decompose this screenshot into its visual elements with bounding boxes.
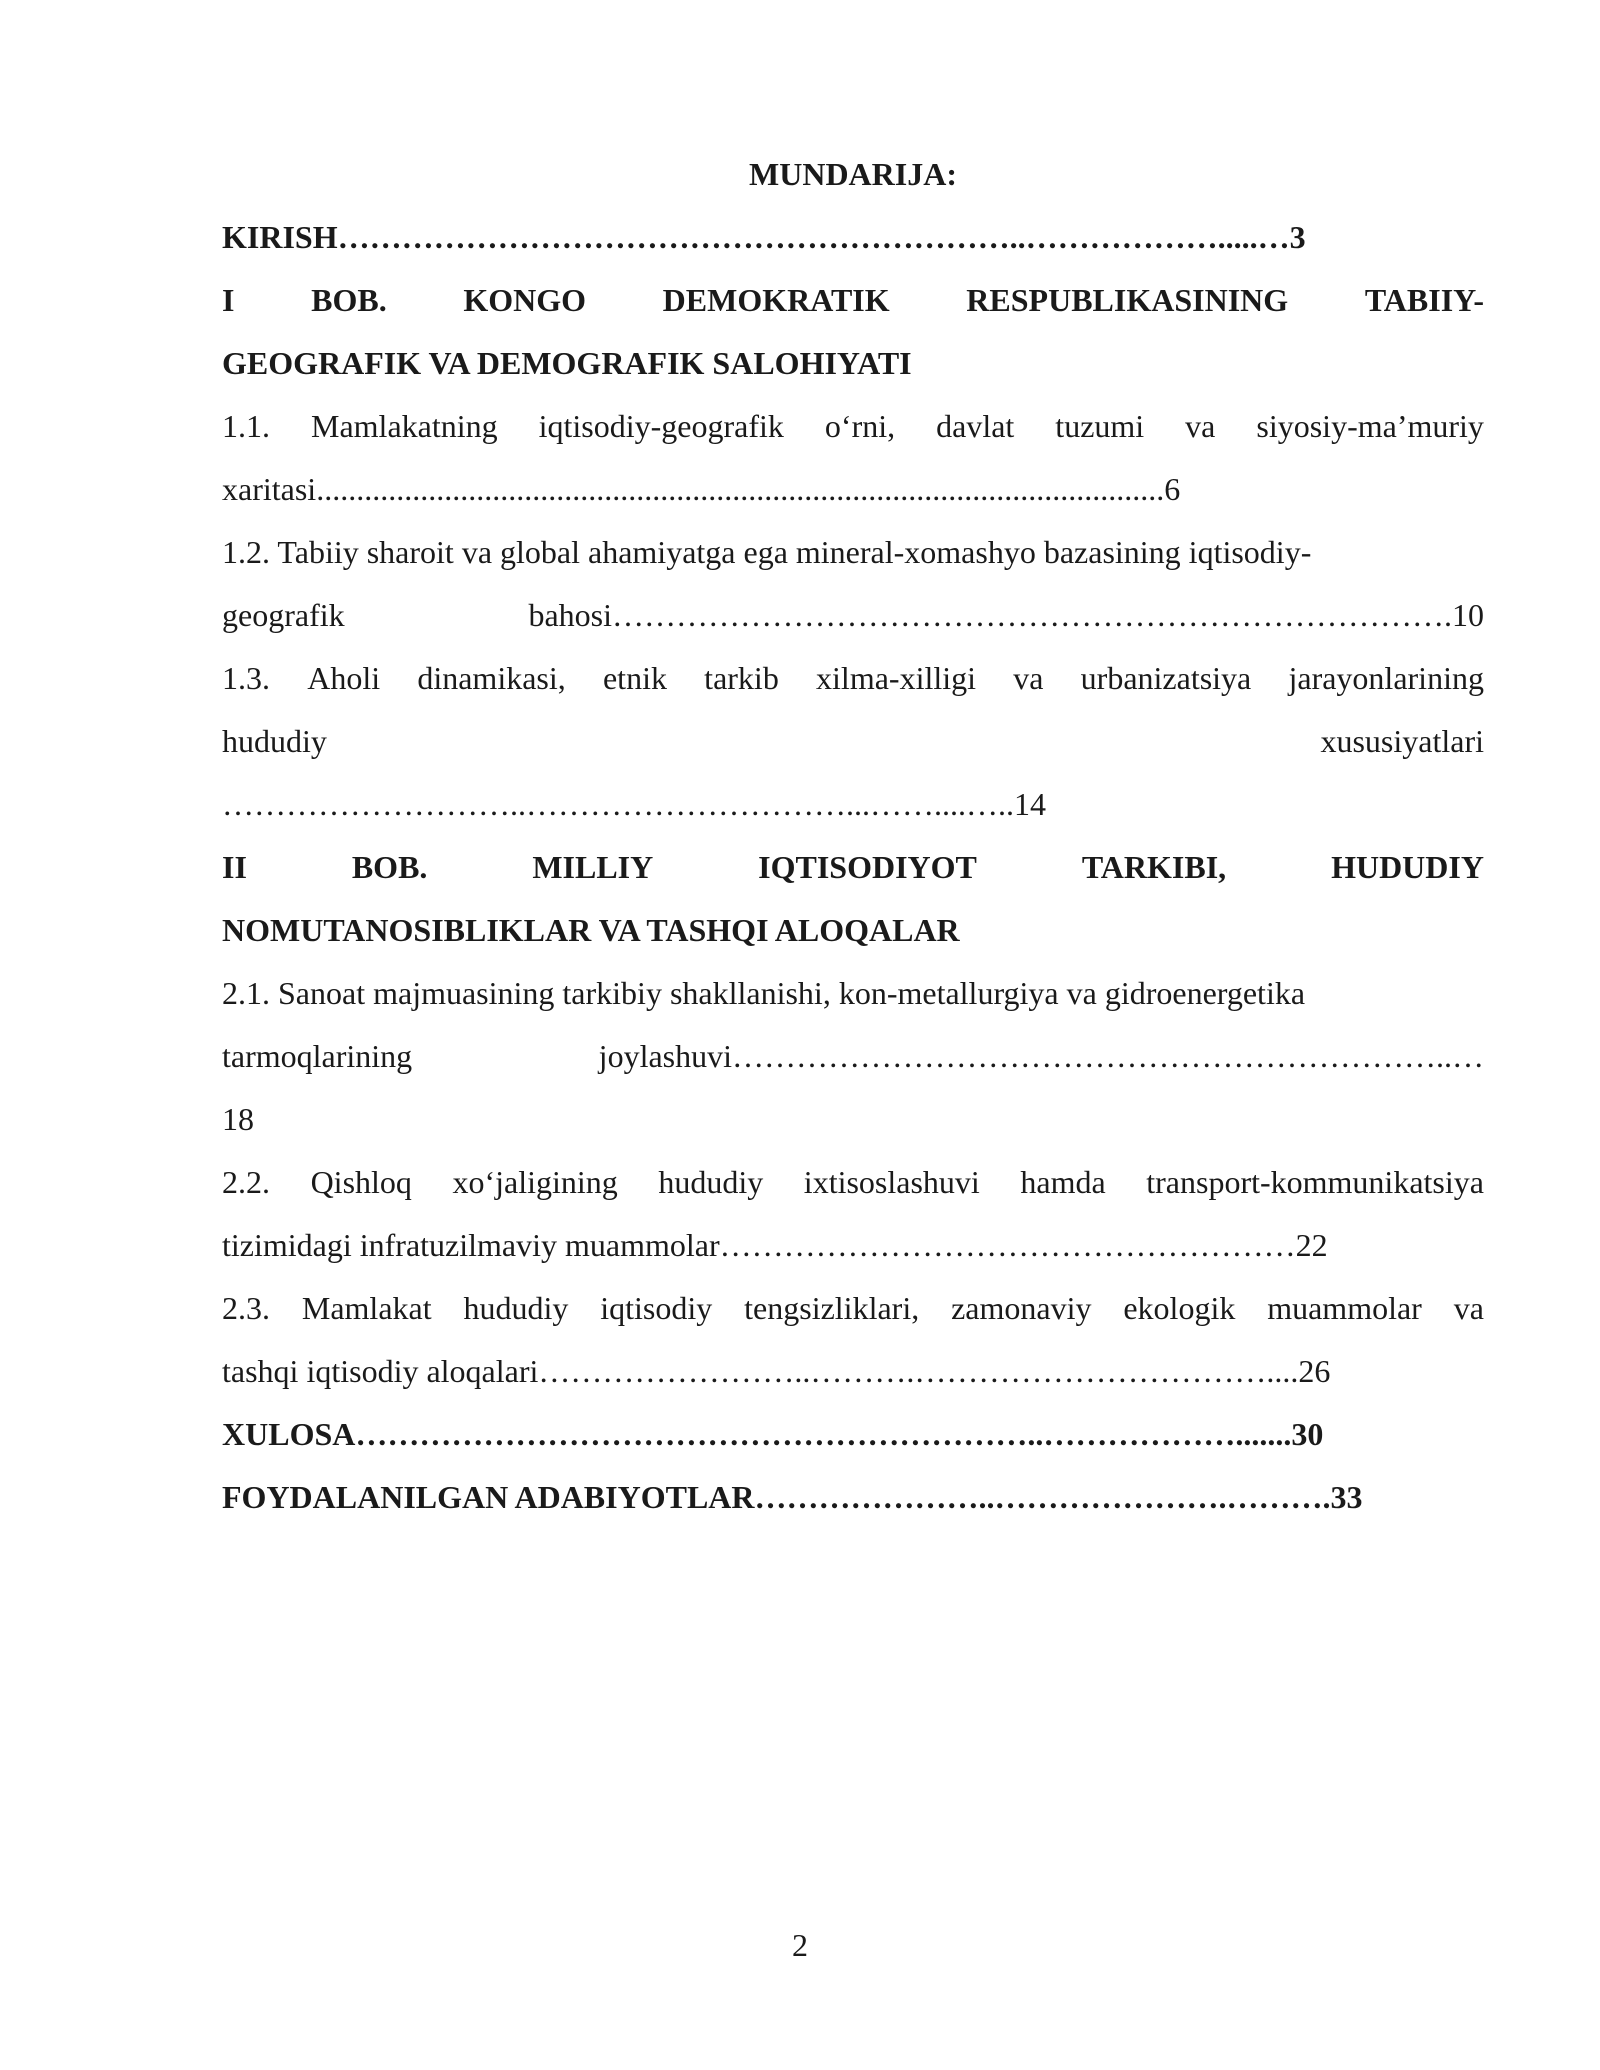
toc-word: KONGO — [463, 282, 587, 318]
toc-word: II — [222, 849, 247, 885]
toc-word: RESPUBLIKASINING — [966, 282, 1289, 318]
toc-word: tarmoqlarining — [222, 1038, 413, 1074]
toc-word: urbanizatsiya — [1080, 660, 1252, 696]
toc-word: 1.1. — [222, 408, 270, 444]
toc-word: hamda — [1020, 1164, 1106, 1200]
toc-word: HUDUDIY — [1331, 849, 1484, 885]
toc-entry-line: GEOGRAFIK VA DEMOGRAFIK SALOHIYATI — [222, 345, 912, 381]
toc-word: muammolar — [1267, 1290, 1422, 1326]
toc-word: 1.3. — [222, 660, 270, 696]
toc-word: va — [1185, 408, 1216, 444]
toc-page — [222, 143, 1484, 1529]
toc-entry-section-1-3[interactable] — [222, 647, 1484, 836]
toc-word: o‘rni, — [824, 408, 896, 444]
toc-word: xilma-xilligi — [816, 660, 977, 696]
toc-entry-line — [222, 710, 1484, 773]
toc-word: IQTISODIYOT — [758, 849, 977, 885]
toc-entry-line: tashqi iqtisodiy aloqalari……………………..……….……………………………....26 — [222, 1353, 1331, 1389]
toc-entry-line: KIRISH………………………………………………………..……………….....…3 — [222, 219, 1306, 255]
toc-word: BOB. — [311, 282, 387, 318]
toc-entry-line: xaritasi..........................................................................................................6 — [222, 471, 1181, 507]
toc-word: I — [222, 282, 235, 318]
toc-word: siyosiy-ma’muriy — [1256, 408, 1484, 444]
toc-entry-kirish[interactable] — [222, 206, 1484, 269]
toc-word: hududiy — [463, 1290, 569, 1326]
toc-word: iqtisodiy — [600, 1290, 713, 1326]
toc-word: va — [1453, 1290, 1484, 1326]
toc-word: iqtisodiy-geografik — [538, 408, 784, 444]
toc-entry-line — [222, 584, 1484, 647]
toc-word: hududiy — [222, 723, 327, 759]
toc-word: BOB. — [351, 849, 428, 885]
toc-word: ixtisoslashuvi — [803, 1164, 980, 1200]
toc-entry-line — [222, 647, 1484, 710]
toc-word: zamonaviy — [951, 1290, 1092, 1326]
toc-entry-line — [222, 395, 1484, 458]
toc-word: tengsizliklari, — [744, 1290, 920, 1326]
toc-word: xususiyatlari — [1320, 723, 1484, 759]
toc-entry-line — [222, 1151, 1484, 1214]
toc-word: dinamikasi, — [417, 660, 566, 696]
toc-entry-xulosa[interactable] — [222, 1403, 1484, 1466]
toc-entry-line — [222, 836, 1484, 899]
toc-word: DEMOKRATIK — [662, 282, 890, 318]
toc-word: TABIIY- — [1364, 282, 1484, 318]
page-number: 2 — [792, 1927, 808, 1963]
toc-word: tuzumi — [1055, 408, 1145, 444]
toc-word: MILLIY — [532, 849, 654, 885]
toc-title: MUNDARIJA: — [749, 156, 957, 192]
toc-word: ekologik — [1123, 1290, 1236, 1326]
toc-word: Aholi — [307, 660, 381, 696]
toc-entry-section-2-2[interactable] — [222, 1151, 1484, 1277]
toc-entry-line: 1.2. Tabiiy sharoit va global ahamiyatga ega mineral-xomashyo bazasining iqtisodiy- — [222, 534, 1312, 570]
toc-entry-line: ………………………..…………………………...……....…..14 — [222, 786, 1046, 822]
toc-word: joylashuvi…………………………………………………………..… — [598, 1038, 1484, 1074]
toc-word: xo‘jaligining — [452, 1164, 618, 1200]
toc-entry-section-1-1[interactable] — [222, 395, 1484, 521]
toc-entry-line — [222, 1025, 1484, 1088]
toc-entry-line: tizimidagi infratuzilmaviy muammolar………………………………………………22 — [222, 1227, 1328, 1263]
toc-entry-line — [222, 1277, 1484, 1340]
toc-word: va — [1013, 660, 1044, 696]
toc-word: tarkib — [704, 660, 779, 696]
toc-entry-chapter-2[interactable] — [222, 836, 1484, 962]
toc-word: Qishloq — [310, 1164, 412, 1200]
toc-entry-line: 2.1. Sanoat majmuasining tarkibiy shakllanishi, kon-metallurgiya va gidroenergetika — [222, 975, 1306, 1011]
toc-entry-section-2-1[interactable] — [222, 962, 1484, 1151]
toc-entry-section-2-3[interactable] — [222, 1277, 1484, 1403]
toc-word: transport-kommunikatsiya — [1146, 1164, 1484, 1200]
toc-entry-line: NOMUTANOSIBLIKLAR VA TASHQI ALOQALAR — [222, 912, 960, 948]
toc-word: 2.3. — [222, 1290, 270, 1326]
toc-word: bahosi…………………………………………………………………….10 — [528, 597, 1484, 633]
toc-word: geografik — [222, 597, 345, 633]
toc-word: etnik — [602, 660, 667, 696]
toc-word: hududiy — [658, 1164, 764, 1200]
toc-word: Mamlakatning — [311, 408, 498, 444]
toc-word: 2.2. — [222, 1164, 270, 1200]
toc-entry-section-1-2[interactable] — [222, 521, 1484, 647]
toc-word: TARKIBI, — [1081, 849, 1227, 885]
toc-entry-line: 18 — [222, 1101, 254, 1137]
toc-entry-line: XULOSA………………………………………………………..……………….......30 — [222, 1416, 1324, 1452]
toc-entry-line — [222, 269, 1484, 332]
toc-word: davlat — [936, 408, 1015, 444]
toc-entry-chapter-1[interactable] — [222, 269, 1484, 395]
toc-entry-bibliography[interactable] — [222, 1466, 1484, 1529]
toc-word: Mamlakat — [301, 1290, 432, 1326]
toc-entry-line: FOYDALANILGAN ADABIYOTLAR…………………..………………….……….33 — [222, 1479, 1363, 1515]
toc-word: jarayonlarining — [1288, 660, 1484, 696]
